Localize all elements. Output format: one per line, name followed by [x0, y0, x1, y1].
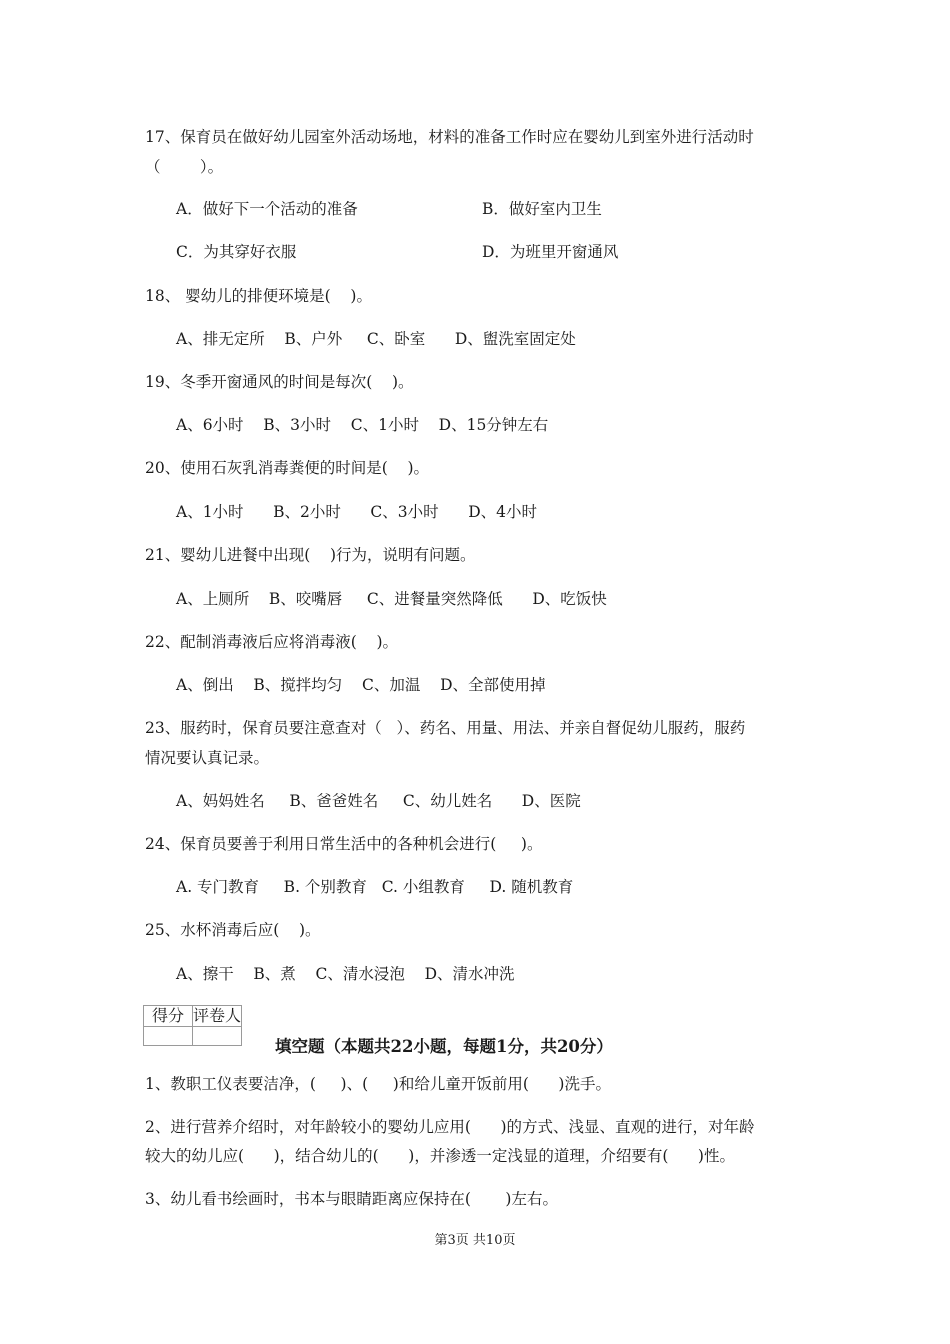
fill-question-1: 1、教职工仪表要洁净，( )、( )和给儿童开饭前用( )洗手。: [145, 1075, 611, 1093]
page-footer: 第3页 共10页: [434, 1233, 516, 1248]
question-21-text: 21、婴幼儿进餐中出现( )行为，说明有问题。: [145, 546, 476, 564]
score-box: [143, 1005, 242, 1046]
question-20-text: 20、使用石灰乳消毒粪便的时间是( )。: [145, 459, 430, 477]
question-18-text: 18、 婴幼儿的排便环境是( )。: [145, 287, 372, 305]
score-label: 得分: [144, 1006, 193, 1027]
question-23-options: A、妈妈姓名 B、爸爸姓名 C、幼儿姓名 D、医院: [176, 792, 581, 810]
question-17-option-b: B．做好室内卫生: [482, 200, 602, 218]
question-23-text: 23、服药时，保育员要注意查对（ ）、药名、用量、用法、并亲自督促幼儿服药，服药: [145, 719, 746, 737]
question-19-text: 19、冬季开窗通风的时间是每次( )。: [145, 373, 414, 391]
question-17-option-a: A．做好下一个活动的准备: [176, 200, 358, 218]
question-17-text: 17、保育员在做好幼儿园室外活动场地，材料的准备工作时应在婴幼儿到室外进行活动时: [145, 128, 754, 146]
question-17-blank: （ ）。: [145, 158, 224, 176]
question-19-options: A、6小时 B、3小时 C、1小时 D、15分钟左右: [176, 416, 549, 434]
fill-question-2: 2、进行营养介绍时，对年龄较小的婴幼儿应用( )的方式、浅显、直观的进行，对年龄: [145, 1118, 755, 1136]
question-24-text: 24、保育员要善于利用日常生活中的各种机会进行( )。: [145, 835, 543, 853]
question-23-text-cont: 情况要认真记录。: [145, 749, 270, 767]
question-20-options: A、1小时 B、2小时 C、3小时 D、4小时: [176, 503, 538, 521]
question-17-option-d: D．为班里开窗通风: [482, 243, 619, 261]
question-17-option-c: C．为其穿好衣服: [176, 243, 297, 261]
fill-question-3: 3、幼儿看书绘画时，书本与眼睛距离应保持在( )左右。: [145, 1190, 558, 1208]
question-22-options: A、倒出 B、搅拌均匀 C、加温 D、全部使用掉: [176, 676, 546, 694]
grader-cell: [193, 1027, 242, 1046]
section-title: 填空题（本题共22小题，每题1分，共20分）: [275, 1037, 613, 1056]
question-24-options: A. 专门教育 B. 个别教育 C. 小组教育 D. 随机教育: [176, 878, 574, 896]
question-22-text: 22、配制消毒液后应将消毒液( )。: [145, 633, 399, 651]
question-21-options: A、上厕所 B、咬嘴唇 C、进餐量突然降低 D、吃饭快: [176, 590, 607, 608]
question-18-options: A、排无定所 B、户外 C、卧室 D、盥洗室固定处: [176, 330, 576, 348]
score-cell: [144, 1027, 193, 1046]
fill-question-2-cont: 较大的幼儿应( )，结合幼儿的( )，并渗透一定浅显的道理，介绍要有( )性。: [145, 1147, 735, 1165]
question-25-options: A、擦干 B、煮 C、清水浸泡 D、清水冲洗: [176, 965, 515, 983]
grader-label: 评卷人: [193, 1006, 242, 1025]
question-25-text: 25、水杯消毒后应( )。: [145, 921, 321, 939]
